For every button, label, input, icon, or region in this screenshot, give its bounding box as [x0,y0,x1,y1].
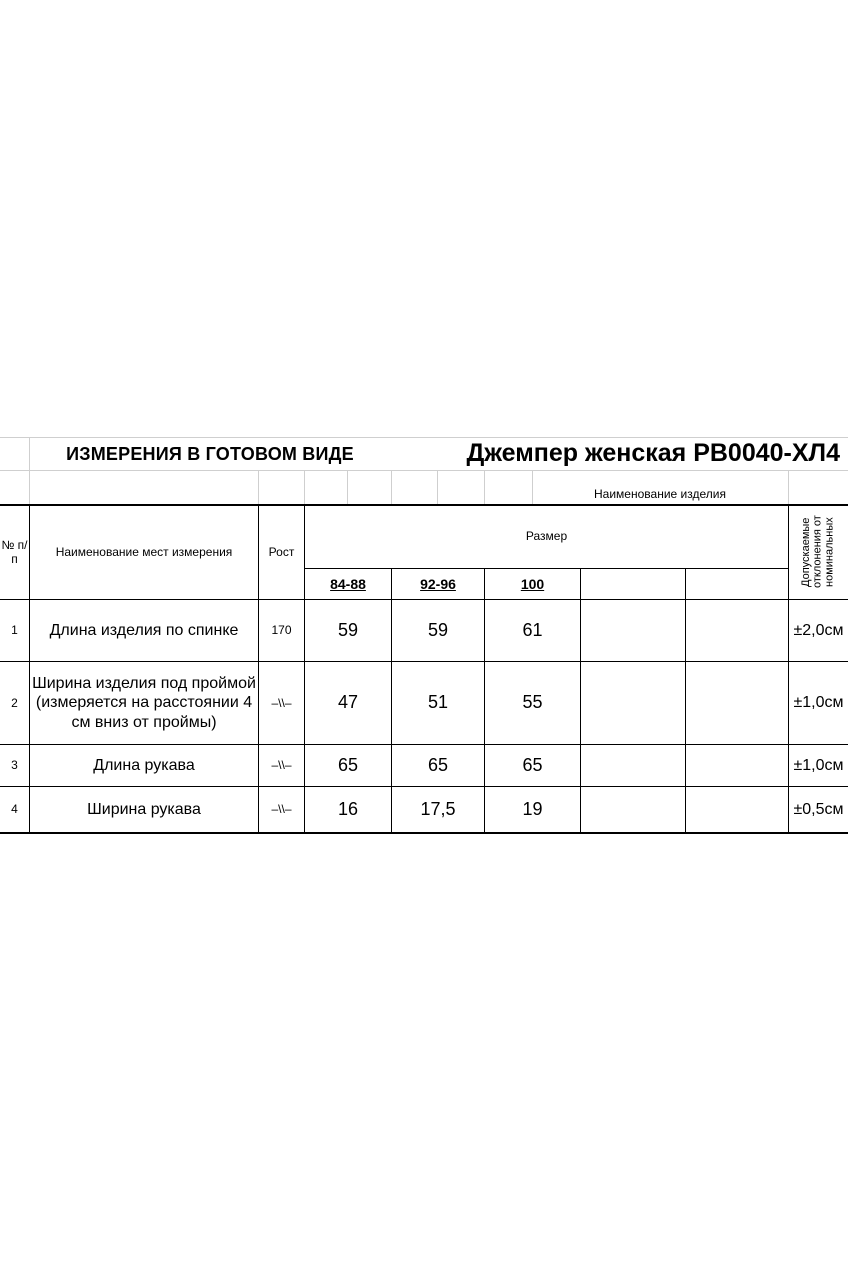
size-label: 92-96 [420,575,456,592]
size-label [686,569,788,599]
row-value: 59 [337,619,359,640]
row-value [581,600,685,661]
column-header-size: Размер [525,529,568,544]
row-value: 16 [337,798,359,819]
grid-line [788,470,789,505]
table-bottom-border [0,832,848,834]
grid-line [347,470,348,505]
row-value [581,745,685,786]
row-tolerance: ±1,0см [793,756,844,774]
row-value: 55 [522,692,543,713]
row-measurement-name: Длина рукава [93,756,195,774]
row-measurement-name: Ширина изделия под проймой (измеряется на расстоянии 4 см вниз от проймы) [32,675,256,731]
grid-line [391,470,392,505]
row-tolerance: ±1,0см [793,694,844,712]
row-value: 65 [427,754,449,775]
column-header-name: Наименование мест измерения [55,544,233,559]
row-value: 17,5 [420,798,456,819]
row-value [686,662,788,744]
column-header-tolerance: Допускаемые отклонения от номинальных [800,515,836,589]
row-value: 47 [337,692,359,713]
row-number: 1 [11,623,18,638]
row-value [581,787,685,832]
row-value: 59 [427,619,449,640]
size-label: 100 [520,575,545,592]
row-value [686,787,788,832]
row-value: 65 [522,754,543,775]
product-caption: Наименование изделия [594,486,726,501]
row-value [581,662,685,744]
row-height: 170 [271,623,292,638]
row-value [686,745,788,786]
row-value: 51 [427,692,449,713]
row-measurement-name: Длина изделия по спинке [49,621,239,639]
row-height: –\\– [271,802,292,817]
grid-line [258,470,259,505]
row-height: –\\– [271,758,292,773]
row-number: 2 [11,695,18,710]
column-header-height: Рост [268,544,295,559]
row-value: 19 [522,798,543,819]
row-tolerance: ±2,0см [793,621,844,639]
product-title: Джемпер женская РВ0040-ХЛ4 [466,439,840,467]
grid-line [484,470,485,505]
row-height: –\\– [271,695,292,710]
row-number: 3 [11,758,18,773]
grid-line [304,470,305,505]
grid-line [0,470,848,471]
column-header-number: № п/п [1,537,28,566]
size-label: 84-88 [330,575,366,592]
row-tolerance: ±0,5см [793,800,844,818]
row-measurement-name: Ширина рукава [87,800,201,818]
grid-line [532,470,533,505]
grid-line [437,470,438,505]
row-value: 61 [522,619,543,640]
row-number: 4 [11,802,18,817]
measurements-title: ИЗМЕРЕНИЯ В ГОТОВОМ ВИДЕ [66,444,354,465]
row-value: 65 [337,754,359,775]
size-label [581,569,685,599]
row-value [686,600,788,661]
